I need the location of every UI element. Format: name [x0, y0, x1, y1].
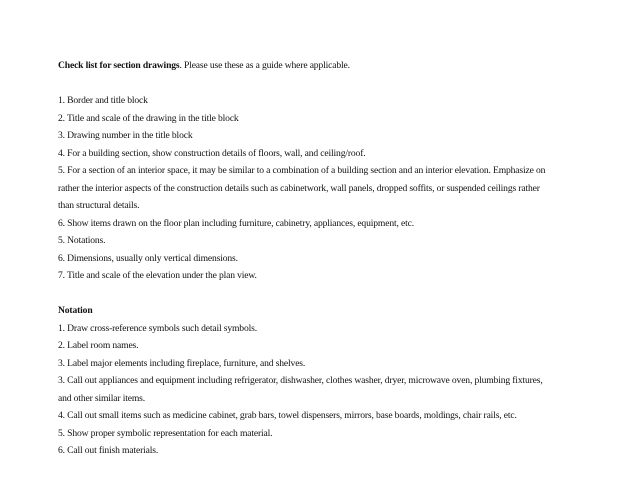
section-checklist-document [58, 57, 578, 460]
checklist-item: 7. Title and scale of the elevation under the plan view. [58, 270, 257, 281]
checklist-item: 1. Border and title block [58, 95, 148, 106]
checklist-title: Check list for section drawings [58, 60, 180, 71]
checklist-item-continuation: rather the interior aspects of the construction details such as cabinetwork, wall panels, dropped soffits, or suspended ceilings rather [58, 182, 540, 194]
checklist-intro-text: . Please use these as a guide where applicable. [179, 60, 350, 71]
checklist-intro [58, 57, 578, 75]
notation-item: 6. Call out finish materials. [58, 445, 159, 456]
notation-item: 4. Call out small items such as medicine cabinet, grab bars, towel dispensers, mirrors, base boards, moldings, chair rails, etc. [58, 410, 517, 421]
checklist-item: 6. Show items drawn on the floor plan including furniture, cabinetry, appliances, equipment, etc. [58, 217, 414, 229]
notation-item: 5. Show proper symbolic representation for each material. [58, 427, 273, 439]
checklist-item-continuation: than structural details. [58, 200, 140, 211]
notation-heading: Notation [58, 305, 93, 316]
notation-item: 3. Label major elements including fireplace, furniture, and shelves. [58, 357, 306, 369]
checklist-item: 6. Dimensions, usually only vertical dimensions. [58, 252, 238, 264]
section-spacer [58, 285, 578, 303]
notation-item: 3. Call out appliances and equipment including refrigerator, dishwasher, clothes washer, dryer, microwave oven, plumbing fixtures, [58, 375, 543, 386]
checklist-item: 2. Title and scale of the drawing in the title block [58, 112, 239, 124]
notation-item: 2. Label room names. [58, 340, 139, 351]
checklist-item: 5. For a section of an interior space, it may be similar to a combination of a building section and an interior elevation. Emphasize on [58, 165, 546, 176]
checklist-item: 5. Notations. [58, 235, 106, 246]
notation-item: 1. Draw cross-reference symbols such detail symbols. [58, 322, 257, 334]
checklist-item: 3. Drawing number in the title block [58, 130, 193, 141]
notation-item-continuation: and other similar items. [58, 392, 145, 404]
checklist-item: 4. For a building section, show construction details of floors, wall, and ceiling/roof. [58, 147, 366, 159]
